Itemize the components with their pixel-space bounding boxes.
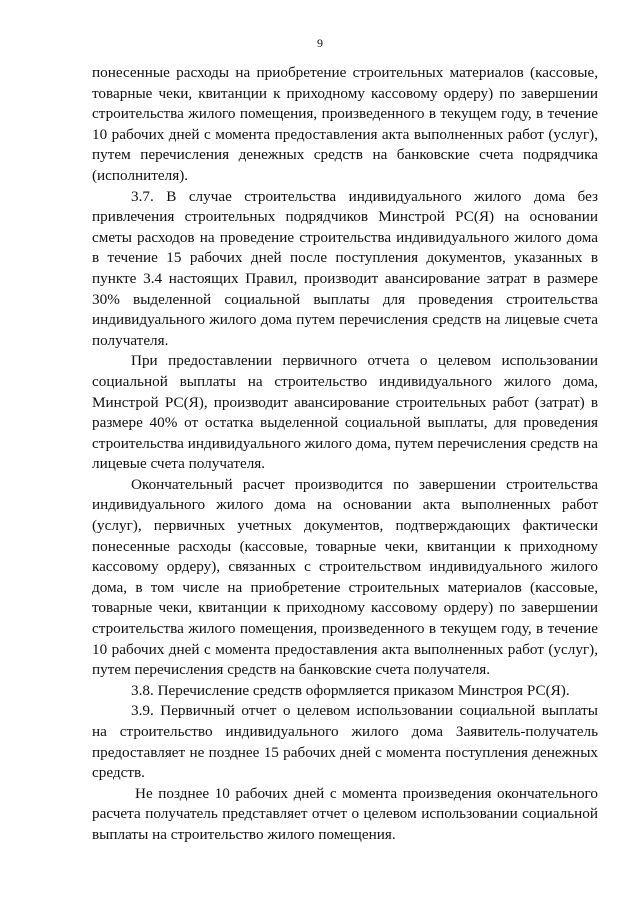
paragraph-continuation: понесенные расходы на приобретение строительных материалов (кассовые, товарные чеки, квитанции к приходному кассовому ордеру) по завершении строительства жилого помещения, произведенного в текущем году, в течение 10 рабочих дней с момента предоставления акта выполненных работ (услуг), путем перечисления денежных средств на банковские счета подрядчика (исполнителя).	[92, 64, 598, 184]
paragraph-clause-3-7: 3.7. В случае строительства индивидуального жилого дома без привлечения строительных подрядчиков Минстрой РС(Я) на основании сметы расходов на проведение строительства индивидуального жилого дома в течение 15 рабочих дней после поступления документов, указанных в пункте 3.4 настоящих Правил, производит авансирование затрат в размере 30% выделенной социальной выплаты для проведения строительства индивидуального жилого дома путем перечисления средств на лицевые счета получателя.	[92, 187, 598, 349]
paragraph-final-settlement: Окончательный расчет производится по завершении строительства индивидуального жилого дома на основании акта выполненных работ (услуг), первичных учетных документов, подтверждающих фактически понесенные расходы (кассовые, товарные чеки, квитанции к приходному кассовому ордеру), связанных с строительством индивидуального жилого дома, в том числе на приобретение строительных материалов (кассовые, товарные чеки, квитанции к приходному кассовому ордеру) по завершении строительства жилого помещения, произведенного в текущем году, в течение 10 рабочих дней с момента предоставления акта выполненных работ (услуг), путем перечисления средств на банковские счета получателя.	[92, 475, 598, 679]
paragraph-clause-3-8: 3.8. Перечисление средств оформляется приказом Минстроя РС(Я).	[131, 681, 570, 699]
paragraph-report-deadline: Не позднее 10 рабочих дней с момента произведения окончательного расчета получатель представляет отчет о целевом использовании социальной выплаты на строительство жилого помещения.	[92, 784, 598, 843]
document-body	[92, 63, 598, 846]
page-number: 9	[317, 36, 323, 50]
paragraph-clause-3-9: 3.9. Первичный отчет о целевом использовании социальной выплаты на строительство индивидуального жилого дома Заявитель-получатель предоставляет не позднее 15 рабочих дней с момента поступления денежных средств.	[92, 702, 598, 782]
paragraph-primary-report: При предоставлении первичного отчета о целевом использовании социальной выплаты на строительство индивидуального жилого дома, Минстрой РС(Я), производит авансирование строительных работ (затрат) в размере 40% от остатка выделенной социальной выплаты, для проведения строительства индивидуального жилого дома, путем перечисления средств на лицевые счета получателя.	[92, 352, 598, 473]
